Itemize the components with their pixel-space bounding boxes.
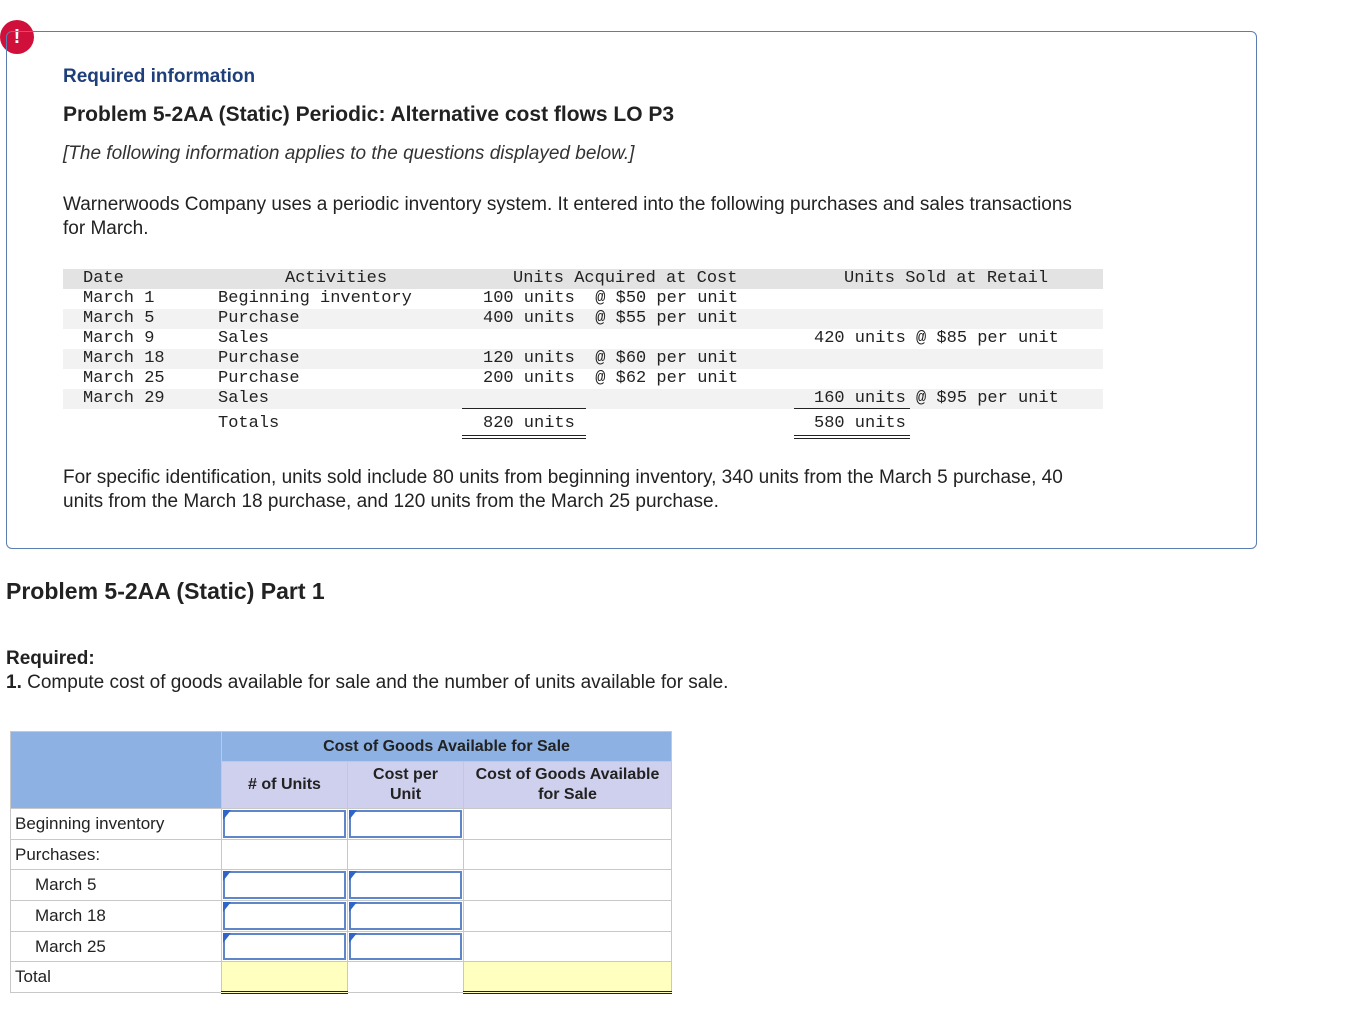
total-cost-cell — [348, 962, 464, 993]
total-units-cell — [222, 962, 348, 993]
row-date: March 1 — [83, 289, 155, 308]
col-cost-header-line1: Cost per — [373, 766, 438, 783]
beginning-cogs-cell — [464, 809, 672, 840]
table-row — [63, 289, 1103, 309]
col-units-header: # of Units — [222, 762, 348, 809]
acquired-double-underline-2 — [462, 438, 586, 439]
blank-header-cell — [11, 732, 222, 809]
table-row — [11, 932, 672, 962]
acquired-underline — [462, 408, 586, 409]
march5-cogs-cell — [464, 870, 672, 901]
row-activity: Purchase — [218, 309, 300, 328]
cogs-group-header: Cost of Goods Available for Sale — [222, 732, 672, 762]
table-row — [63, 369, 1103, 389]
totals-acquired: 820 units — [483, 414, 575, 433]
col-cogs-header — [464, 762, 672, 809]
row-label-march5: March 5 — [11, 870, 222, 901]
totals-sold: 580 units — [814, 414, 906, 433]
header-activities: Activities — [285, 269, 388, 288]
acquired-double-underline-1 — [462, 435, 586, 436]
row-label-march25: March 25 — [11, 932, 222, 962]
table-row — [63, 309, 1103, 329]
header-sold: Units Sold at Retail — [844, 269, 1049, 288]
problem-title: Problem 5-2AA (Static) Periodic: Alternative cost flows LO P3 — [63, 103, 675, 126]
sold-underline — [794, 408, 910, 409]
march5-units-input[interactable] — [222, 870, 348, 901]
march18-cost-input[interactable] — [348, 901, 464, 932]
row-acquired: 200 units @ $62 per unit — [483, 369, 739, 388]
required-instruction: Compute cost of goods available for sale and the number of units available for sale. — [21, 672, 729, 693]
totals-row — [63, 414, 1103, 434]
row-activity: Sales — [218, 389, 270, 408]
row-date: March 25 — [83, 369, 165, 388]
col-cost-header-line2: Unit — [389, 786, 422, 803]
row-activity: Purchase — [218, 349, 300, 368]
intro-line-2: for March. — [63, 218, 149, 239]
row-sold: 160 units @ $95 per unit — [814, 389, 1059, 408]
specific-id-line-2: units from the March 18 purchase, and 120 units from the March 25 purchase. — [63, 491, 719, 512]
march18-units-input[interactable] — [222, 901, 348, 932]
beginning-units-input[interactable] — [222, 809, 348, 840]
purchases-cogs-cell — [464, 840, 672, 870]
intro-line-1: Warnerwoods Company uses a periodic inventory system. It entered into the following purchases and sales transactions — [63, 194, 1072, 215]
row-activity: Beginning inventory — [218, 289, 412, 308]
sold-double-underline-2 — [794, 438, 910, 439]
row-acquired: 100 units @ $50 per unit — [483, 289, 739, 308]
row-date: March 29 — [83, 389, 165, 408]
purchases-cost-cell — [348, 840, 464, 870]
required-text — [6, 672, 728, 694]
table-row — [11, 840, 672, 870]
purchases-units-cell — [222, 840, 348, 870]
header-acquired: Units Acquired at Cost — [513, 269, 738, 288]
transactions-header-row — [63, 269, 1103, 289]
table-row — [11, 901, 672, 932]
required-number: 1. — [6, 672, 22, 693]
row-label-march18: March 18 — [11, 901, 222, 932]
table-row — [63, 329, 1103, 349]
march25-cost-input[interactable] — [348, 932, 464, 962]
col-cogs-header-line2: for Sale — [538, 786, 597, 803]
part-title: Problem 5-2AA (Static) Part 1 — [6, 578, 325, 604]
table-row — [63, 389, 1103, 409]
required-label: Required: — [6, 648, 95, 669]
table-row — [11, 870, 672, 901]
alert-icon: ! — [0, 20, 34, 54]
march18-cogs-cell — [464, 901, 672, 932]
row-label-beginning: Beginning inventory — [11, 809, 222, 840]
total-cogs-cell — [464, 962, 672, 993]
cogs-table — [10, 731, 672, 994]
header-date: Date — [83, 269, 124, 288]
required-info-heading: Required information — [63, 66, 256, 87]
march5-cost-input[interactable] — [348, 870, 464, 901]
col-cogs-header-line1: Cost of Goods Available — [475, 766, 660, 783]
row-acquired: 120 units @ $60 per unit — [483, 349, 739, 368]
row-acquired: 400 units @ $55 per unit — [483, 309, 739, 328]
specific-id-line-1: For specific identification, units sold include 80 units from beginning inventory, 340 units from the March 5 purchase, 40 — [63, 467, 1063, 488]
march25-units-input[interactable] — [222, 932, 348, 962]
row-label-total: Total — [11, 962, 222, 993]
row-activity: Sales — [218, 329, 270, 348]
row-activity: Purchase — [218, 369, 300, 388]
table-row — [11, 809, 672, 840]
table-row — [63, 349, 1103, 369]
row-date: March 5 — [83, 309, 155, 328]
row-date: March 18 — [83, 349, 165, 368]
totals-label: Totals — [218, 414, 280, 433]
info-note: [The following information applies to the questions displayed below.] — [63, 143, 635, 164]
sold-double-underline-1 — [794, 435, 910, 436]
march25-cogs-cell — [464, 932, 672, 962]
row-date: March 9 — [83, 329, 155, 348]
row-label-purchases: Purchases: — [11, 840, 222, 870]
table-row — [11, 962, 672, 993]
beginning-cost-input[interactable] — [348, 809, 464, 840]
col-cost-header — [348, 762, 464, 809]
row-sold: 420 units @ $85 per unit — [814, 329, 1059, 348]
